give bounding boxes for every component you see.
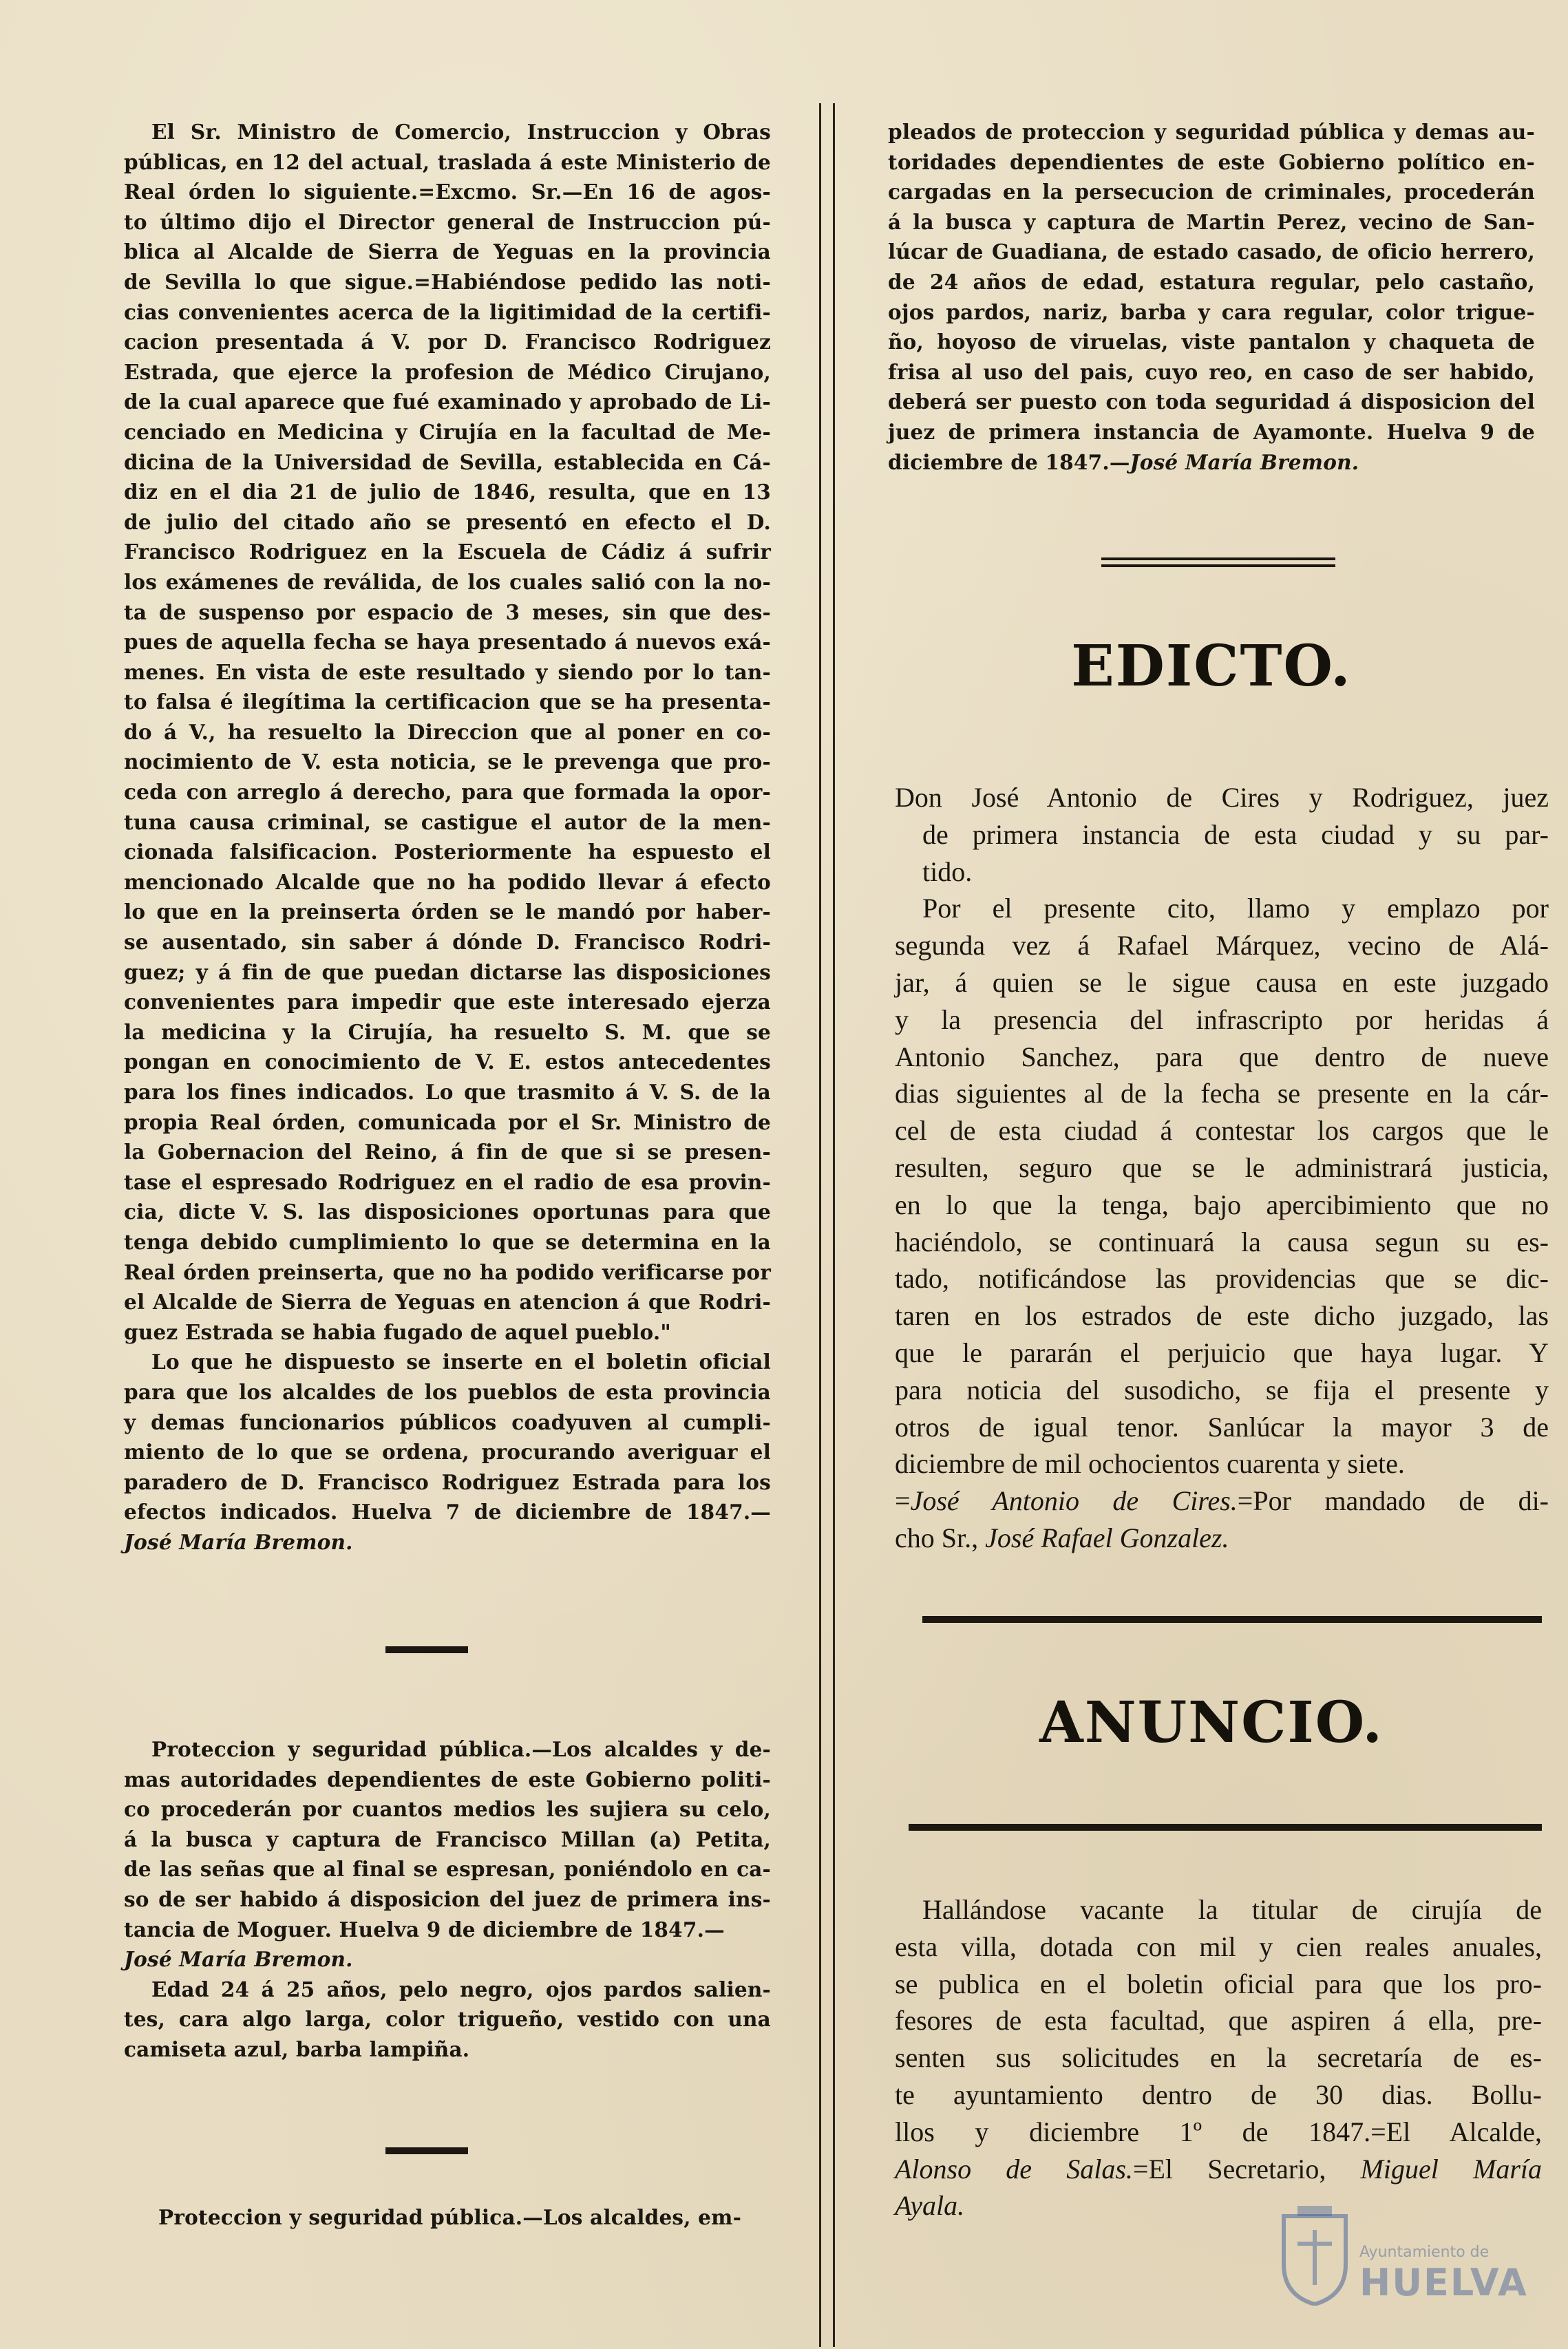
text-line: convenientes para impedir que este interesado ejerza <box>124 990 771 1014</box>
article-line: Proteccion y seguridad pública.—Los alcaldes, em- <box>158 2205 742 2229</box>
signature-line <box>895 1520 1549 1557</box>
article-ministerio <box>124 117 771 1558</box>
text-line: á la busca y captura de Francisco Millan (a) Petita, <box>124 1827 771 1851</box>
text-line: mencionado Alcalde que no ha podido llevar á efecto <box>124 869 771 894</box>
text-line: Por el presente cito, llamo y emplazo por <box>922 893 1549 924</box>
text-line: Francisco Rodriguez en la Escuela de Cádiz á sufrir <box>124 540 771 564</box>
separator-rule <box>909 1824 1542 1831</box>
text-line: y demas funcionarios públicos coadyuven al cumpli- <box>124 1410 771 1434</box>
text-line: cias convenientes acerca de la ligitimidad de la certifi- <box>124 299 771 324</box>
signature: José María Bremon. <box>124 1947 353 1972</box>
text-line: to falsa é ilegítima la certificacion que se ha presenta- <box>124 690 771 714</box>
text-line: blica al Alcalde de Sierra de Yeguas en la provincia <box>124 240 771 264</box>
text-line: tancia de Moguer. Huelva 9 de diciembre de 1847.— <box>124 1917 725 1942</box>
text-line: otros de igual tenor. Sanlúcar la mayor 3 de <box>895 1411 1549 1443</box>
separator-ornament <box>385 2147 468 2154</box>
separator-ornament <box>385 1646 468 1653</box>
text-line <box>888 447 1535 478</box>
text-line: de Sevilla lo que sigue.=Habiéndose pedido las noti- <box>124 269 771 294</box>
text-line: para noticia del susodicho, se fija el presente y <box>895 1374 1549 1405</box>
text-line: de las señas que al final se espresan, poniéndolo en ca- <box>124 1857 771 1882</box>
text-line: cionada falsificacion. Posteriormente ha espuesto el <box>124 840 771 864</box>
text-line: tido. <box>922 855 973 887</box>
text-line: cenciado en Medicina y Cirujía en la facultad de Me- <box>124 419 771 444</box>
text-line: dicina de la Universidad de Sevilla, establecida en Cá- <box>124 449 771 474</box>
text-line: de la cual aparece que fué examinado y aprobado de Li- <box>124 390 771 414</box>
text-line: tenga debido cumplimiento lo que se determina en la <box>124 1229 771 1254</box>
text-line: to último dijo el Director general de Instruccion pú- <box>124 209 771 234</box>
text-line: deberá ser puesto con toda seguridad á disposicion del <box>888 390 1535 414</box>
text-line: se ausentado, sin saber á dónde D. Francisco Rodri- <box>124 930 771 955</box>
text-line: de 24 años de edad, estatura regular, pelo castaño, <box>888 269 1535 294</box>
text-line: lúcar de Guadiana, de estado casado, de oficio herrero, <box>888 240 1535 264</box>
text-line: públicas, en 12 del actual, traslada á este Ministerio de <box>124 149 771 174</box>
signature: José María Bremon. <box>1130 449 1359 474</box>
text-line: cacion presentada á V. por D. Francisco Rodriguez <box>124 330 771 354</box>
text-line: fesores de esta facultad, que aspiren á ella, pre- <box>895 2005 1542 2037</box>
text-line: de julio del citado año se presentó en efecto el D. <box>124 509 771 534</box>
text-line: dias siguientes al de la fecha se presente en la cár- <box>895 1078 1549 1109</box>
text-line: toridades dependientes de este Gobierno político en- <box>888 149 1535 174</box>
text-line: de primera instancia de esta ciudad y su par- <box>922 818 1549 850</box>
text-line: cia, dicte V. S. las disposiciones oportunas para que <box>124 1200 771 1224</box>
text-line: y la presencia del infrascripto por heridas á <box>895 1003 1549 1035</box>
text-line: se publica en el boletin oficial para que los pro- <box>895 1968 1542 1999</box>
text-line: esta villa, dotada con mil y cien reales anuales, <box>895 1931 1542 1962</box>
text-line: la medicina y la Cirujía, ha resuelto S. M. que se <box>124 1019 771 1044</box>
text-line: senten sus solicitudes en la secretaría de es- <box>895 2042 1542 2074</box>
sig-text: =El Secretario, <box>1132 2153 1361 2185</box>
right-column <box>888 117 1535 477</box>
text-line: Real órden preinserta, que no ha podido verificarse por <box>124 1259 771 1284</box>
text-line: propia Real órden, comunicada por el Sr. Ministro de <box>124 1109 771 1134</box>
text-line: diz en el dia 21 de julio de 1846, resulta, que en 13 <box>124 480 771 504</box>
text-line: taren en los estrados de este dicho juzgado, las <box>895 1300 1549 1332</box>
text-line: ño, hoyoso de viruelas, viste pantalon y chaqueta de <box>888 330 1535 354</box>
text-line: lo que en la preinserta órden se le mandó por haber- <box>124 900 771 924</box>
text-line: Antonio Sanchez, para que dentro de nueve <box>895 1041 1549 1072</box>
anuncio-body <box>895 1891 1542 2224</box>
column-rule-right <box>833 103 835 2347</box>
text-line: co procederán por cuantos medios les sujiera su celo, <box>124 1797 771 1822</box>
stamp-line1: Ayuntamiento de <box>1359 2244 1490 2261</box>
article-proteccion-perez-start <box>158 2202 771 2233</box>
article-proteccion-millan <box>124 1734 771 2065</box>
text-line: á la busca y captura de Martin Perez, vecino de San- <box>888 209 1535 234</box>
edicto-heading: EDICTO. <box>1071 633 1352 699</box>
text-line: ceda con arreglo á derecho, para que formada la opor- <box>124 780 771 805</box>
text-line: llos y diciembre 1º de 1847.=El Alcalde, <box>895 2116 1542 2147</box>
text-line: diciembre de mil ochocientos cuarenta y siete. <box>895 1448 1405 1480</box>
text-line: El Sr. Ministro de Comercio, Instruccion y Obras <box>151 120 771 144</box>
ayuntamiento-watermark <box>1277 2196 1528 2326</box>
text-line: para que los alcaldes de los pueblos de esta provincia <box>124 1379 771 1404</box>
text-line: para los fines indicados. Lo que trasmito á V. S. de la <box>124 1080 771 1104</box>
text-line: frisa al uso del pais, cuyo reo, en caso de ser habido, <box>888 359 1535 384</box>
text-line: segunda vez á Rafael Márquez, vecino de Alá- <box>895 930 1549 961</box>
text-line: pongan en conocimiento de V. E. estos antecedentes <box>124 1050 771 1074</box>
stamp-line2: HUELVA <box>1359 2261 1528 2304</box>
signature-line: Ayala. <box>895 2190 965 2222</box>
text-line: tes, cara algo larga, color trigueño, vestido con una <box>124 2007 771 2032</box>
text-line: ojos pardos, nariz, barba y cara regular, color trigue- <box>888 299 1535 324</box>
signature: José María Bremon. <box>124 1529 353 1554</box>
text-line: Hallándose vacante la titular de cirujía de <box>922 1894 1542 1925</box>
text-line: Estrada, que ejerce la profesion de Médico Cirujano, <box>124 359 771 384</box>
text-line: guez; y á fin de que puedan dictarse las disposiciones <box>124 959 771 984</box>
text-line: Lo que he dispuesto se inserte en el boletin oficial <box>151 1350 771 1374</box>
text-line: que le pararán el perjuicio que haya lugar. Y <box>895 1337 1549 1368</box>
signature-line <box>895 2151 1542 2188</box>
text-line: te ayuntamiento dentro de 30 dias. Bollu- <box>895 2079 1542 2110</box>
text-line: guez Estrada se habia fugado de aquel pueblo." <box>124 1319 671 1344</box>
text-line: el Alcalde de Sierra de Yeguas en atencion á que Rodri- <box>124 1290 771 1315</box>
text-line: menes. En vista de este resultado y siendo por lo tan- <box>124 659 771 684</box>
text-line: cargadas en la persecucion de criminales, procederán <box>888 180 1535 204</box>
text-line: so de ser habido á disposicion del juez de primera ins- <box>124 1886 771 1911</box>
judge-signature: José Antonio de Cires. <box>910 1485 1238 1517</box>
article-proteccion-perez <box>888 117 1535 477</box>
anuncio-heading: ANUNCIO. <box>1039 1690 1384 1756</box>
text-line: Proteccion y seguridad pública.—Los alcaldes y de- <box>151 1737 771 1761</box>
sig-text: =Por mandado de di- <box>1237 1485 1549 1517</box>
text-line: haciéndolo, se continuará la causa segun su es- <box>895 1226 1549 1257</box>
text-line: miento de lo que se ordena, procurando averiguar el <box>124 1440 771 1465</box>
text-line: pues de aquella fecha se haya presentado á nuevos exá- <box>124 630 771 655</box>
mayor-signature: Alonso de Salas. <box>895 2153 1133 2185</box>
text-line: jar, á quien se le sigue causa en este juzgado <box>895 966 1549 998</box>
text-line: juez de primera instancia de Ayamonte. Huelva 9 de <box>888 419 1535 444</box>
text-line: en lo que la tenga, bajo apercibimiento que no <box>895 1189 1549 1220</box>
text-line: do á V., ha resuelto la Direccion que al poner en co- <box>124 719 771 744</box>
text-line: ta de suspenso por espacio de 3 meses, sin que des- <box>124 599 771 624</box>
sig-text: cho Sr., <box>895 1522 986 1553</box>
edicto-body <box>895 779 1549 1557</box>
text-line: camiseta azul, barba lampiña. <box>124 2037 470 2061</box>
text-line: efectos indicados. Huelva 7 de diciembre de 1847.— <box>124 1500 771 1524</box>
text-line: la Gobernacion del Reino, á fin de que si se presen- <box>124 1140 771 1165</box>
secretary-signature: Miguel María <box>1360 2153 1543 2185</box>
text-line: nocimiento de V. esta noticia, se le prevenga que pro- <box>124 750 771 774</box>
text-line-end: diciembre de 1847.— <box>888 449 1130 474</box>
text-line: resulten, seguro que se le administrará justicia, <box>895 1151 1549 1183</box>
text-line: los exámenes de reválida, de los cuales salió con la no- <box>124 569 771 594</box>
clerk-signature: José Rafael Gonzalez. <box>985 1522 1229 1553</box>
sig-separator: = <box>895 1485 911 1517</box>
text-line: tase el espresado Rodriguez en el radio de esa provin- <box>124 1169 771 1194</box>
text-line: Edad 24 á 25 años, pelo negro, ojos pardos salien- <box>151 1977 771 2001</box>
left-column <box>124 117 771 1558</box>
text-line: Don José Antonio de Cires y Rodriguez, juez <box>895 782 1549 813</box>
text-line: tado, notificándose las providencias que se dic- <box>895 1263 1549 1295</box>
text-line: tuna causa criminal, se castigue el autor de la men- <box>124 809 771 834</box>
signature-line <box>895 1482 1549 1520</box>
text-line: mas autoridades dependientes de este Gobierno politi- <box>124 1767 771 1792</box>
double-rule-ornament <box>1101 557 1335 567</box>
text-line: cel de esta ciudad á contestar los cargos que le <box>895 1115 1549 1147</box>
column-rule-left <box>819 103 821 2347</box>
text-line: pleados de proteccion y seguridad pública y demas au- <box>888 120 1535 144</box>
separator-rule <box>922 1616 1542 1623</box>
coat-of-arms-icon <box>1277 2202 1353 2306</box>
text-line: paradero de D. Francisco Rodriguez Estrada para los <box>124 1469 771 1494</box>
text-line: Real órden lo siguiente.=Excmo. Sr.—En 16 de agos- <box>124 180 771 204</box>
